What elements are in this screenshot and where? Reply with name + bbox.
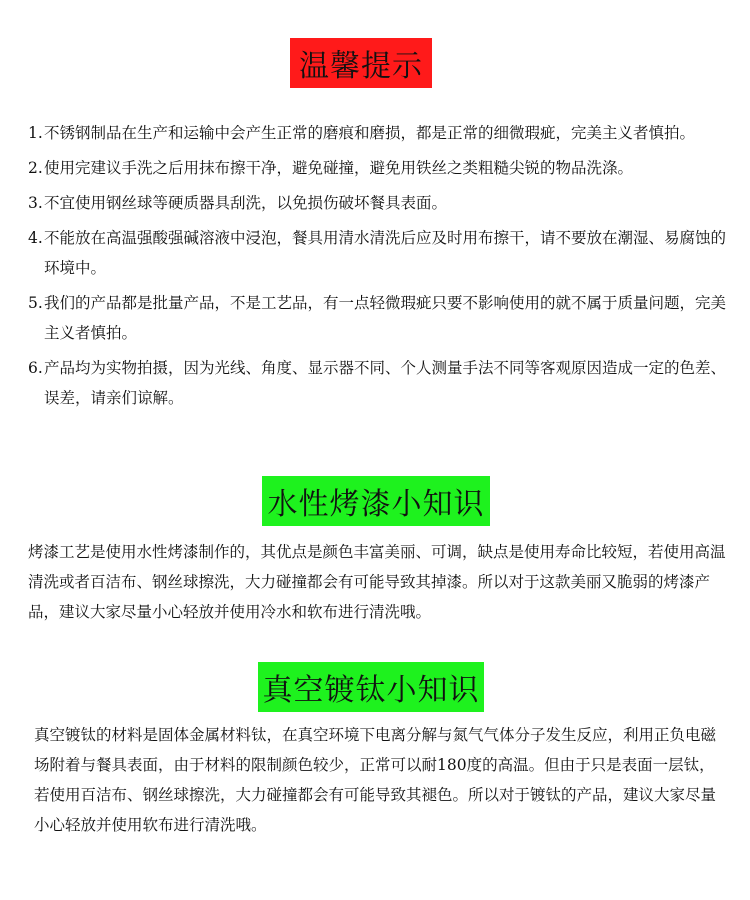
paint-knowledge-title: 水性烤漆小知识 [267,487,485,522]
tip-number: 6. [28,359,43,377]
tip-number: 3. [28,194,43,212]
warm-tips-title: 温馨提示 [299,49,423,84]
tip-number: 4. [28,229,43,247]
tip-item [28,288,728,348]
titanium-knowledge-text: 真空镀钛的材料是固体金属材料钛，在真空环境下电离分解与氮气气体分子发生反应，利用正负电磁场附着与餐具表面，由于材料的限制颜色较少，正常可以耐180度的高温。但由于只是表面一层钛，若使用百洁布、钢丝球擦洗，大力碰撞都会有可能导致其褪色。所以对于镀钛的产品，建议大家尽量小心轻放并使用软布进行清洗哦。 [34,726,717,834]
tip-text: 我们的产品都是批量产品，不是工艺品，有一点轻微瑕疵只要不影响使用的就不属于质量问题，完美主义者慎拍。 [44,294,727,342]
tip-number: 5. [28,294,43,312]
tip-number: 2. [28,159,43,177]
titanium-knowledge-title: 真空镀钛小知识 [262,673,480,708]
tip-text: 产品均为实物拍摄，因为光线、角度、显示器不同、个人测量手法不同等客观原因造成一定的色差、误差，请亲们谅解。 [44,359,727,407]
tip-text: 不宜使用钢丝球等硬质器具刮洗，以免损伤破坏餐具表面。 [44,194,448,212]
tips-list [28,118,728,418]
tip-item [28,353,728,413]
tip-item [28,118,728,148]
tip-text: 不锈钢制品在生产和运输中会产生正常的磨痕和磨损，都是正常的细微瑕疵，完美主义者慎拍。 [44,124,696,142]
paint-knowledge-banner [262,476,490,526]
tip-number: 1. [28,124,43,142]
tip-text: 使用完建议手洗之后用抹布擦干净，避免碰撞，避免用铁丝之类粗糙尖锐的物品洗涤。 [44,159,634,177]
warm-tips-banner [290,38,432,88]
paint-knowledge-text: 烤漆工艺是使用水性烤漆制作的，其优点是颜色丰富美丽、可调，缺点是使用寿命比较短，若使用高温清洗或者百洁布、钢丝球擦洗，大力碰撞都会有可能导致其掉漆。所以对于这款美丽又脆弱的烤漆产品，建议大家尽量小心轻放并使用冷水和软布进行清洗哦。 [28,543,726,621]
tip-item [28,223,728,283]
tip-item [28,188,728,218]
tip-text: 不能放在高温强酸强碱溶液中浸泡，餐具用清水清洗后应及时用布擦干，请不要放在潮湿、易腐蚀的环境中。 [44,229,727,277]
titanium-knowledge-banner [258,662,484,712]
tip-item [28,153,728,183]
